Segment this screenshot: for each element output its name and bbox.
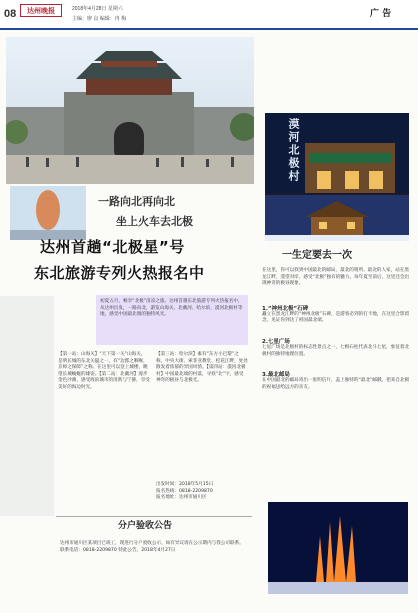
right-intro: 在这里，你可以找到中国最北的邮局、最北的哨所、最北的人家，站在黑龙江畔，遥望对岸，感受“北极”独有的魅力。每年夏至前后，这里还会出现神奇的极昼现象。 (262, 268, 410, 287)
section-2-text: 七星广场是北极村的标志性景点之一，七根石柱代表北斗七星，象征着北极村的独特地理位置。 (262, 344, 410, 357)
section-1-heading: 1.“神州北极”石碑 (262, 305, 309, 312)
notice-title: 分户验收公告 (118, 521, 173, 531)
fire-sculpture-photo (268, 502, 408, 594)
subheadline-2: 坐上火车去北极 (116, 215, 193, 228)
notice-text: 达州市通川区某项目已竣工，现进行分户验收公示，如有异议请在公示期内与我公司联系。联系电话：0818-2209870 特此公告。2018年4月27日 (60, 541, 244, 553)
section-label: 广 告 (370, 9, 392, 19)
tour-info: 出发时间：2018年5月15日 报名热线：0818-2209870 报名地址：达州市通川区 (156, 482, 214, 501)
page-header (0, 0, 418, 30)
main-headline-2: 东北旅游专列火热报名中 (34, 264, 205, 282)
left-margin-strip (0, 296, 54, 516)
section-3-heading: 3.最北邮局 (262, 372, 290, 379)
cabin-photo (265, 195, 409, 241)
gate-photo (6, 37, 254, 184)
gate-illustration (6, 37, 254, 184)
section-2-heading: 2.七星广场 (262, 338, 290, 345)
intro-box: 初夏五月，畅享“北极”清凉之旅。达州首趟东北旅游专列火热报名中，从达州出发，一路向北，游览山海关、北戴河、哈尔滨、漠河北极村等地，感受中国最北端的独特风光。 (96, 295, 248, 345)
section-1-text: 矗立在黑龙江畔的“神州北极”石碑，是游客必到的打卡地，在这里合影留念，见证你到达了祖国最北端。 (262, 311, 410, 324)
right-vertical-title: 漠河北极村 (287, 118, 300, 183)
subheadline-1: 一路向北再向北 (98, 195, 175, 208)
stone-illustration (10, 186, 86, 240)
article-column-1: 【第一站：山海关】“天下第一关”山海关，是明长城的东北关隘之一，有“边郡之咽喉，京师之保障”之称。在这里可以登上城楼，眺望长城蜿蜒的雄姿。【第二站：北戴河】漫步金色沙滩，感受海滨城市的清新与宁静，享受美好的海边时光。 (58, 352, 150, 390)
main-headline-1: 达州首趟“北极星”号 (40, 238, 185, 256)
date-line: 2018年4月28日 星期六 (72, 6, 123, 12)
article-column-2: 【第三站：哈尔滨】素有“东方小巴黎”之称，中央大街、索菲亚教堂、松花江畔，处处散发着浓郁的异国风情。【第四站：漠河北极村】中国最北端的村落，寻找“北”字，感受神奇的极昼与北极光。 (156, 352, 248, 384)
right-headline: 一生定要去一次 (282, 250, 352, 261)
right-column (262, 268, 412, 391)
north-stone-photo (10, 186, 86, 240)
cabin-illustration (265, 195, 409, 241)
editor-line: 主编：廖 良 编辑：冉 梅 (72, 16, 127, 22)
fire-illustration (268, 502, 408, 594)
page-number: 08 (4, 8, 17, 20)
paper-logo: 达州晚报 (20, 4, 62, 17)
section-3-text: 在中国最北的邮局寄出一张明信片，盖上独特的“最北”邮戳，把来自北极的祝福送给远方的亲友。 (262, 378, 410, 390)
